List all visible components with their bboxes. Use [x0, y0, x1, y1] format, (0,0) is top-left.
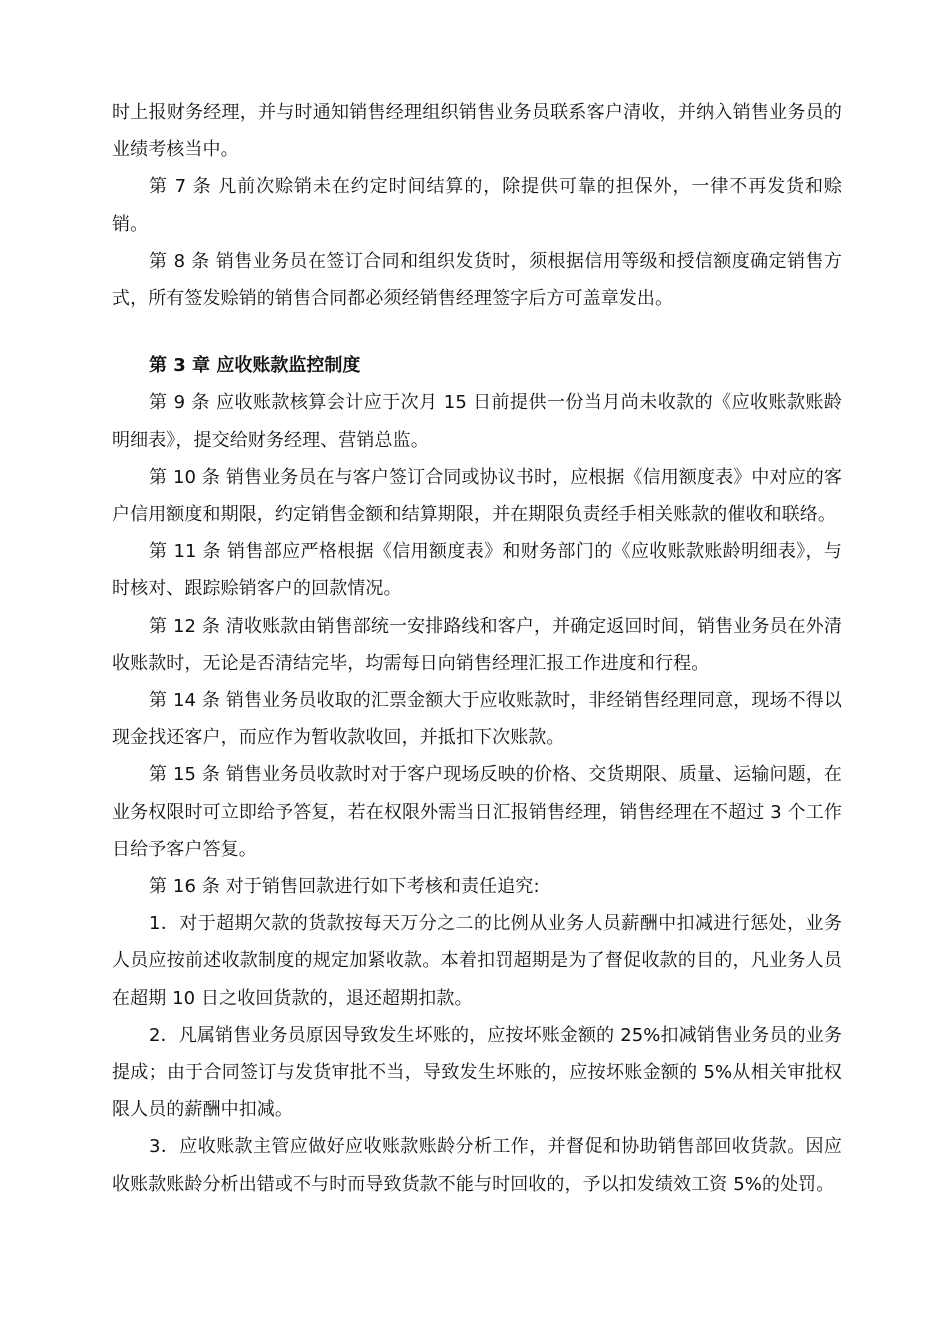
article-16-item-2: 2．凡属销售业务员原因导致发生坏账的，应按坏账金额的 25%扣减销售业务员的业务提成；由于合同签订与发货审批不当，导致发生坏账的，应按坏账金额的 5%从相关审批权限人员的薪酬中扣减。 [112, 1024, 842, 1121]
article-10: 第 10 条 销售业务员在与客户签订合同或协议书时，应根据《信用额度表》中对应的客户信用额度和期限，约定销售金额和结算期限，并在期限负责经手相关账款的催收和联络。 [112, 466, 842, 526]
article-8: 第 8 条 销售业务员在签订合同和组织发货时，须根据信用等级和授信额度确定销售方式，所有签发赊销的销售合同都必须经销售经理签字后方可盖章发出。 [112, 250, 842, 310]
article-16-item-3: 3．应收账款主管应做好应收账款账龄分析工作，并督促和协助销售部回收货款。因应收账款账龄分析出错或不与时而导致货款不能与时回收的，予以扣发绩效工资 5%的处罚。 [112, 1136, 842, 1195]
article-14: 第 14 条 销售业务员收取的汇票金额大于应收账款时，非经销售经理同意，现场不得以现金找还客户，而应作为暂收款收回，并抵扣下次账款。 [112, 690, 842, 749]
article-11: 第 11 条 销售部应严格根据《信用额度表》和财务部门的《应收账款账龄明细表》，与时核对、跟踪赊销客户的回款情况。 [112, 541, 842, 600]
document-page [112, 94, 842, 1203]
chapter-3-heading: 第 3 章 应收账款监控制度 [149, 355, 361, 377]
article-9: 第 9 条 应收账款核算会计应于次月 15 日前提供一份当月尚未收款的《应收账款账龄明细表》，提交给财务经理、营销总监。 [112, 392, 842, 451]
paragraph-continuation: 时上报财务经理，并与时通知销售经理组织销售业务员联系客户清收，并纳入销售业务员的业绩考核当中。 [112, 102, 842, 161]
article-7: 第 7 条 凡前次赊销未在约定时间结算的，除提供可靠的担保外，一律不再发货和赊销。 [112, 176, 842, 235]
article-15: 第 15 条 销售业务员收款时对于客户现场反映的价格、交货期限、质量、运输问题，在业务权限时可立即给予答复，若在权限外需当日汇报销售经理，销售经理在不超过 3 个工作日给予客户答复。 [112, 764, 842, 860]
article-16-item-1: 1．对于超期欠款的货款按每天万分之二的比例从业务人员薪酬中扣减进行惩处，业务人员应按前述收款制度的规定加紧收款。本着扣罚超期是为了督促收款的目的，凡业务人员在超期 10 日之收回货款的，退还超期扣款。 [112, 913, 842, 1009]
article-16: 第 16 条 对于销售回款进行如下考核和责任追究: [149, 876, 540, 898]
article-12: 第 12 条 清收账款由销售部统一安排路线和客户，并确定返回时间，销售业务员在外清收账款时，无论是否清结完毕，均需每日向销售经理汇报工作进度和行程。 [112, 615, 842, 674]
